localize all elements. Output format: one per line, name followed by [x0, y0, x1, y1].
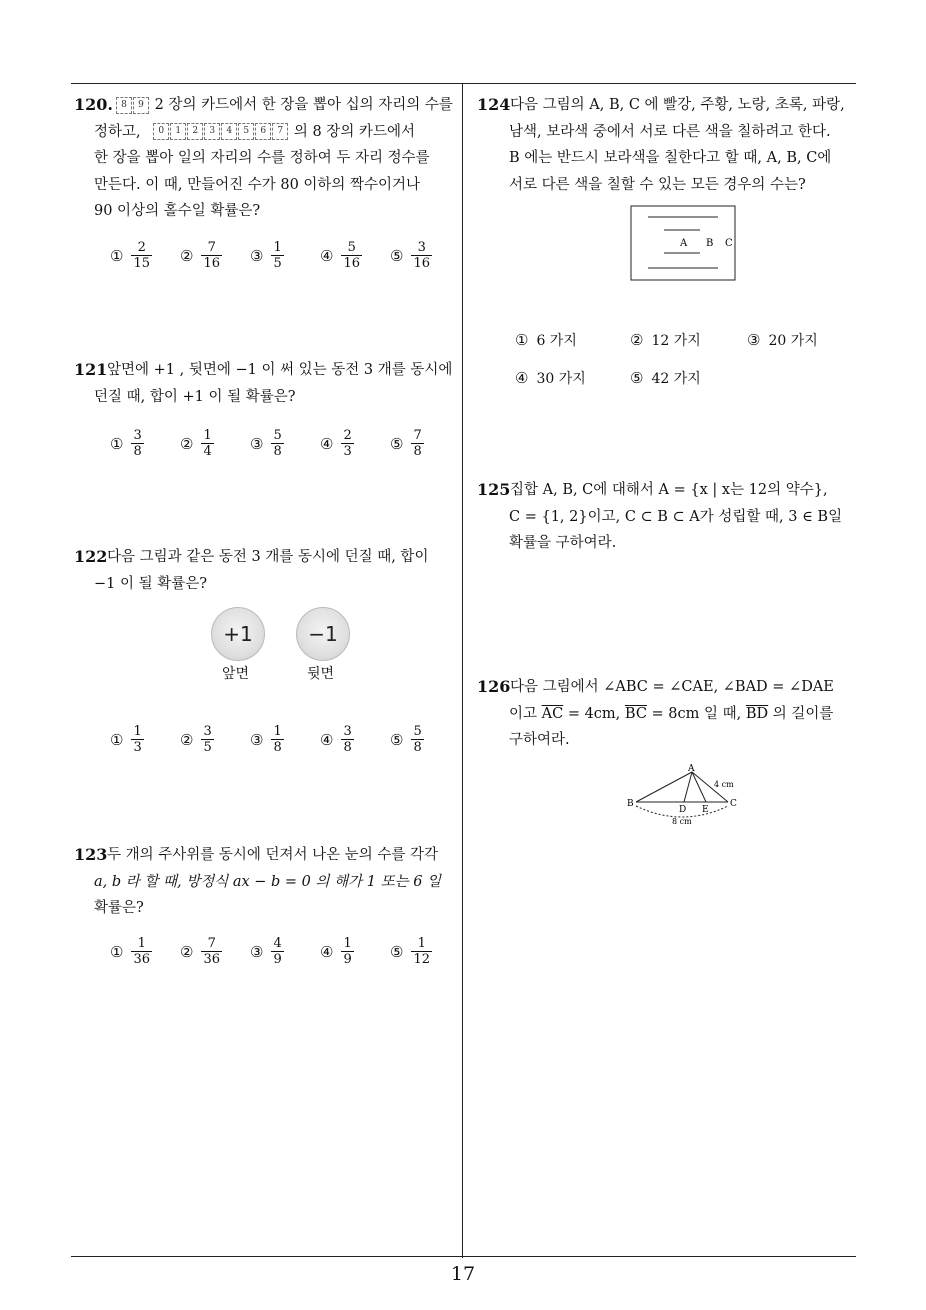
problem-122: [74, 544, 458, 597]
problem-126: [477, 674, 861, 754]
region-b-label: B: [706, 238, 714, 249]
problem-text: 남색, 보라색 중에서 서로 다른 색을 칠하려고 한다.: [509, 123, 831, 140]
choice-5[interactable]: ⑤ $\frac{5}{8}$: [390, 724, 422, 755]
problem-text: 앞면에 +1 , 뒷면에 −1 이 써 있는 동전 3 개를 동시에: [107, 362, 453, 378]
choice-2[interactable]: ② $\frac{1}{4}$: [180, 428, 212, 459]
problem-123: [74, 842, 458, 922]
problem-number: 121: [74, 360, 108, 379]
problem-text: 2 장의 카드에서 한 장을 뽑아 십의 자리의 수를: [154, 97, 453, 113]
segment-ac: $\overline{AC}$: [541, 705, 564, 722]
problem-text: 만든다. 이 때, 만들어진 수가 80 이하의 짝수이거나: [94, 176, 421, 193]
choice-4[interactable]: ④ $\frac{3}{8}$: [320, 724, 352, 755]
problem-text: 서로 다른 색을 칠할 수 있는 모든 경우의 수는?: [509, 176, 806, 193]
problem-text: 다음 그림에서 ∠ABC = ∠CAE, ∠BAD = ∠DAE: [510, 679, 834, 695]
choice-3[interactable]: ③ 20 가지: [747, 331, 818, 349]
card: 6: [255, 123, 271, 140]
problem-text: 다음 그림과 같은 동전 3 개를 동시에 던질 때, 합이: [107, 549, 429, 565]
page-number: 17: [450, 1263, 476, 1285]
answer-choices: [110, 240, 450, 280]
choice-2[interactable]: ② 12 가지: [630, 331, 701, 349]
problem-120: [74, 92, 458, 225]
vertex-a-label: A: [688, 764, 695, 774]
answer-choices: [110, 936, 450, 976]
choice-3[interactable]: ③ $\frac{5}{8}$: [250, 428, 282, 459]
answer-choices: [110, 724, 450, 764]
choice-5[interactable]: ⑤ $\frac{1}{12}$: [390, 936, 430, 967]
problem-number: 120.: [74, 95, 113, 114]
segment-bc: $\overline{BC}$: [624, 705, 647, 722]
choice-1[interactable]: ① $\frac{3}{8}$: [110, 428, 142, 459]
answer-choices: [515, 330, 855, 390]
card: 4: [221, 123, 237, 140]
choice-4[interactable]: ④ $\frac{1}{9}$: [320, 936, 352, 967]
card: 9: [133, 97, 149, 114]
point-e-label: E: [702, 805, 709, 815]
choice-5[interactable]: ⑤ 42 가지: [630, 369, 701, 387]
card-set-a: [116, 97, 155, 113]
problem-number: 125: [477, 480, 511, 499]
problem-text: 확률은?: [94, 900, 144, 916]
region-c-label: C: [725, 238, 733, 249]
choice-3[interactable]: ③ $\frac{4}{9}$: [250, 936, 282, 967]
choice-4[interactable]: ④ $\frac{2}{3}$: [320, 428, 352, 459]
choice-5[interactable]: ⑤ $\frac{7}{8}$: [390, 428, 422, 459]
problem-text: 이고: [509, 705, 538, 722]
problem-number: 124: [477, 95, 511, 114]
side-ac-length: 4 cm: [714, 780, 734, 789]
choice-2[interactable]: ② $\frac{7}{16}$: [180, 240, 220, 271]
card: 3: [204, 123, 220, 140]
column-divider: [462, 83, 463, 1258]
bottom-rule: [71, 1256, 856, 1257]
problem-125: [477, 477, 861, 557]
answer-choices: [110, 428, 450, 468]
coin-front-image: +1: [211, 607, 265, 661]
choice-4[interactable]: ④ $\frac{5}{16}$: [320, 240, 360, 271]
card: 5: [238, 123, 254, 140]
problem-number: 123: [74, 845, 108, 864]
problem-text: 던질 때, 합이 +1 이 될 확률은?: [94, 388, 296, 405]
coin-back-label: 뒷면: [307, 666, 335, 682]
choice-4[interactable]: ④ 30 가지: [515, 369, 586, 387]
segment-bd: $\overline{BD}$: [745, 705, 769, 722]
choice-1[interactable]: ① 6 가지: [515, 331, 577, 349]
triangle-figure: [624, 762, 744, 826]
card: 7: [272, 123, 288, 140]
choice-3[interactable]: ③ $\frac{1}{8}$: [250, 724, 282, 755]
problem-124: [477, 92, 861, 198]
problem-text: 90 이상의 홀수일 확률은?: [94, 203, 261, 219]
problem-text: 두 개의 주사위를 동시에 던져서 나온 눈의 수를 각각: [107, 847, 439, 863]
choice-2[interactable]: ② $\frac{3}{5}$: [180, 724, 212, 755]
card: 2: [187, 123, 203, 140]
choice-3[interactable]: ③ $\frac{1}{5}$: [250, 240, 282, 271]
problem-121: [74, 357, 458, 410]
problem-text: 집합 A, B, C에 대해서 A = {x | x는 12의 약수},: [510, 482, 828, 498]
choice-1[interactable]: ① $\frac{2}{15}$: [110, 240, 150, 271]
choice-1[interactable]: ① $\frac{1}{36}$: [110, 936, 150, 967]
problem-number: 122: [74, 547, 108, 566]
vertex-b-label: B: [627, 799, 634, 809]
problem-text: 확률을 구하여라.: [509, 535, 617, 551]
top-rule: [71, 83, 856, 84]
problem-text: 구하여라.: [509, 732, 570, 748]
point-d-label: D: [679, 805, 687, 815]
choice-2[interactable]: ② $\frac{7}{36}$: [180, 936, 220, 967]
color-region-figure: [630, 205, 736, 281]
problem-text: 정하고,: [94, 123, 141, 140]
problem-text: 한 장을 뽑아 일의 자리의 수를 정하여 두 자리 정수를: [94, 150, 430, 166]
problem-text: a, b 라 할 때, 방정식 ax − b = 0 의 해가 1 또는 6 일: [94, 873, 442, 890]
problem-text: = 4cm,: [567, 705, 621, 722]
problem-text: 의 길이를: [772, 705, 834, 722]
vertex-c-label: C: [730, 799, 737, 809]
problem-text: = 8cm 일 때,: [651, 705, 742, 722]
coin-front-label: 앞면: [222, 666, 250, 682]
problem-text: B 에는 반드시 보라색을 칠한다고 할 때, A, B, C에: [509, 150, 832, 166]
problem-text: 의 8 장의 카드에서: [293, 123, 415, 140]
problem-text: C = {1, 2}이고, C ⊂ B ⊂ A가 성립할 때, 3 ∈ B일: [509, 508, 843, 525]
choice-1[interactable]: ① $\frac{1}{3}$: [110, 724, 142, 755]
side-bc-length: 8 cm: [672, 817, 692, 826]
region-a-label: A: [680, 238, 688, 249]
card: 8: [116, 97, 132, 114]
coin-back-image: −1: [296, 607, 350, 661]
card: 1: [170, 123, 186, 140]
card: 0: [153, 123, 169, 140]
problem-number: 126: [477, 677, 511, 696]
problem-text: 다음 그림의 A, B, C 에 빨강, 주황, 노랑, 초록, 파랑,: [510, 97, 845, 113]
problem-text: −1 이 될 확률은?: [94, 575, 208, 592]
card-set-b: [153, 124, 294, 140]
choice-5[interactable]: ⑤ $\frac{3}{16}$: [390, 240, 430, 271]
